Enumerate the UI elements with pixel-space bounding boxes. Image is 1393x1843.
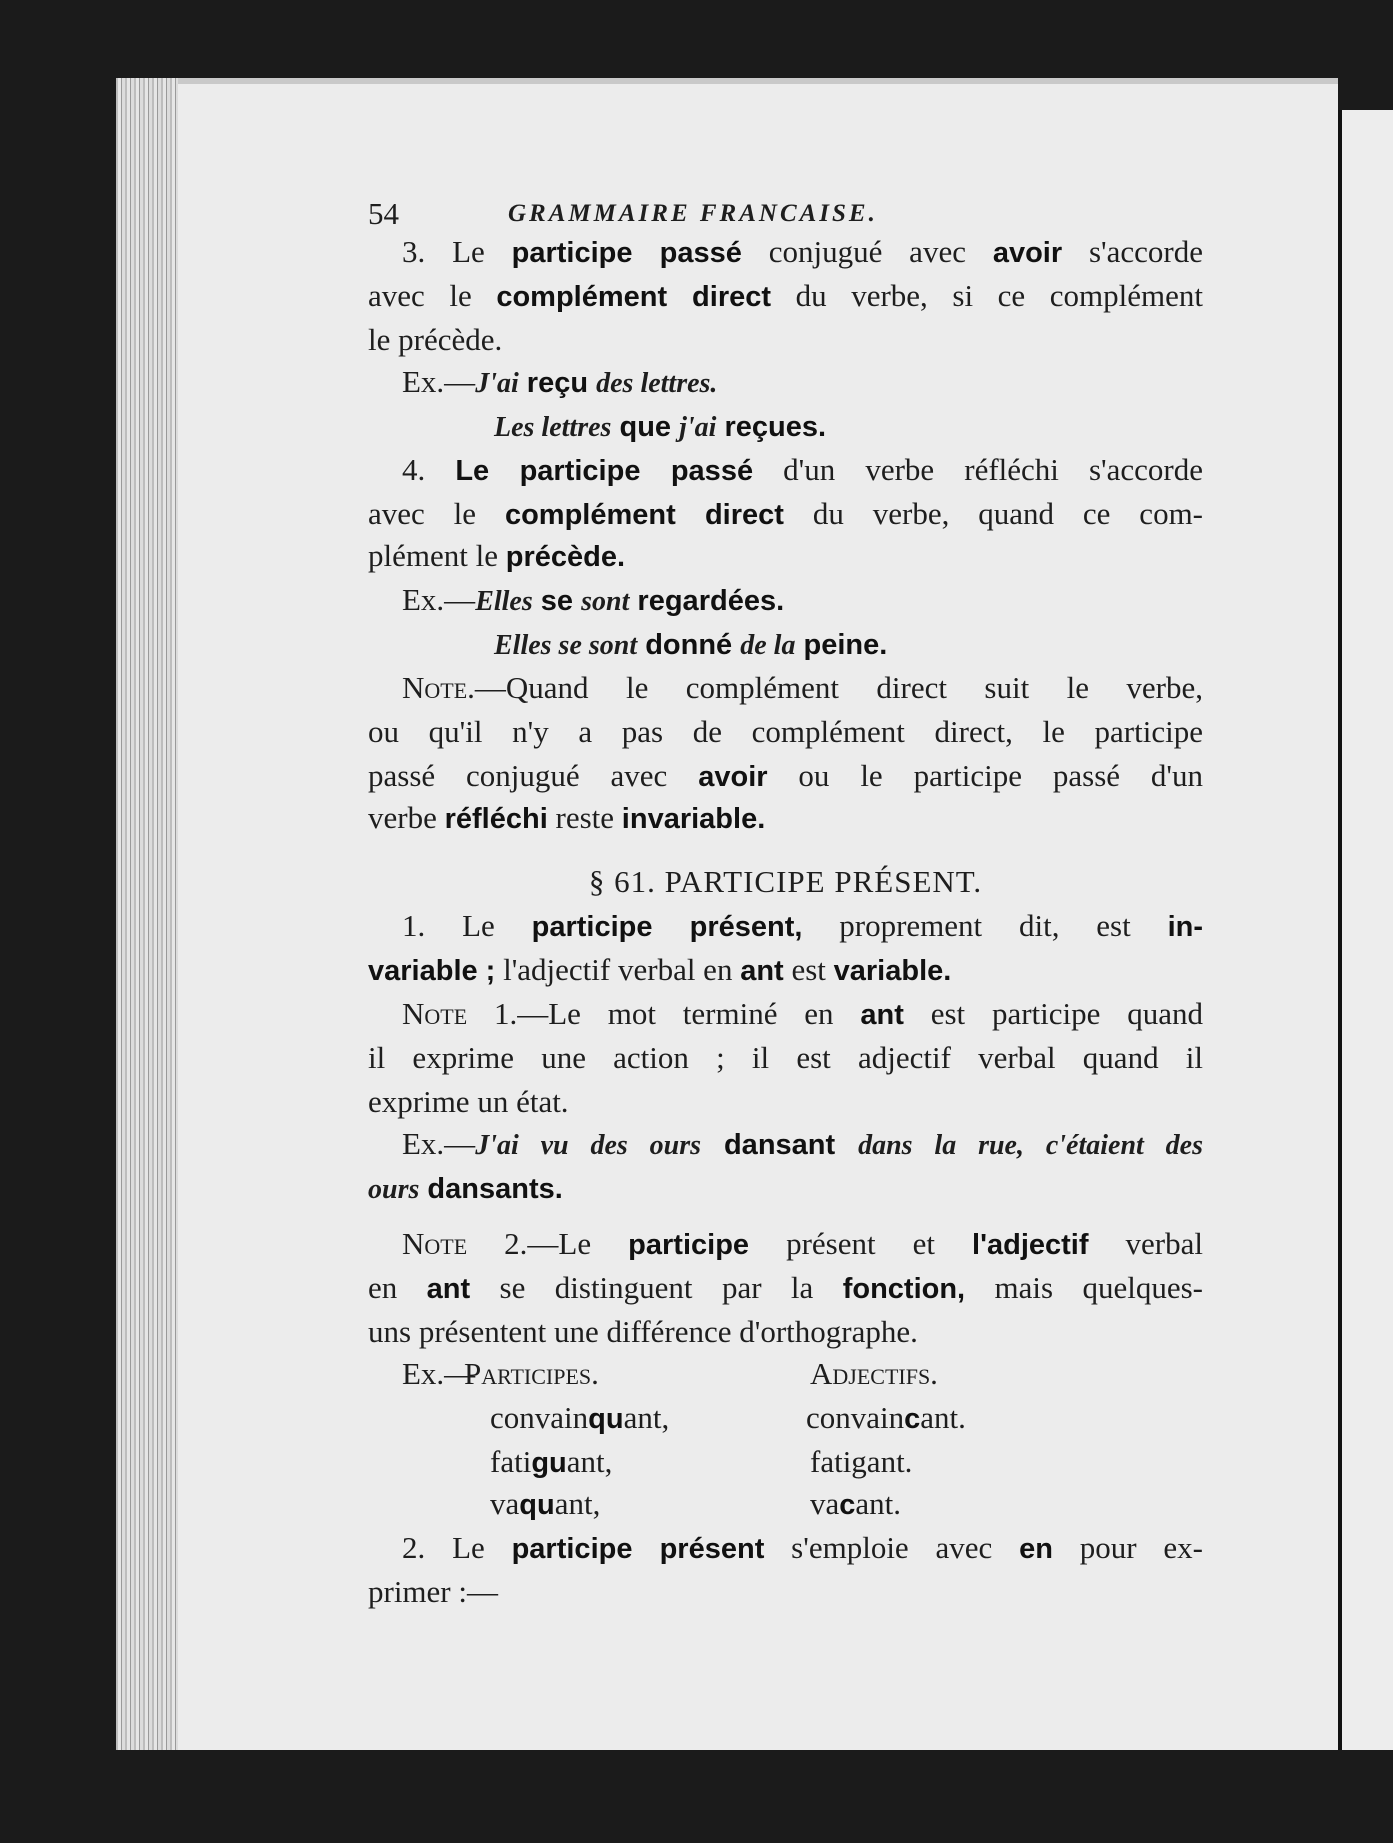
page-binding-edge <box>116 78 178 1750</box>
rule-4-line-1: 4. Le participe passé d'un verbe réfléchi s'accorde <box>402 452 1204 487</box>
rule-4-example-2: Elles se sont donné de la peine. <box>494 629 888 661</box>
rule-3-example-1: Ex.—J'ai reçu des lettres. <box>402 364 718 399</box>
rule-4-line-3: plément le précède. <box>368 538 626 573</box>
note-2-line-1: Note 2.—Le participe présent et l'adjectif verbal <box>402 1226 1203 1261</box>
section-2-line-2: primer :— <box>368 1574 498 1609</box>
rule-3-line-3: le précède. <box>368 322 503 357</box>
section-1-line-1: 1. Le participe présent, proprement dit, est in- <box>402 908 1203 943</box>
rule-3-line-1: 3. Le participe passé conjugué avec avoir s'accorde <box>402 234 1203 269</box>
running-header <box>368 196 1203 232</box>
running-title: GRAMMAIRE FRANCAISE. <box>508 200 878 227</box>
table-row-adjectif: fatigant. <box>810 1444 913 1479</box>
note-2-line-2: en ant se distinguent par la fonction, mais quelques- <box>368 1270 1203 1305</box>
table-row-participe: convainquant, <box>490 1400 670 1435</box>
section-heading: § 61. PARTICIPE PRÉSENT. <box>588 864 983 899</box>
rule-4-line-2: avec le complément direct du verbe, quand ce com- <box>368 496 1204 531</box>
section-2-line-1: 2. Le participe présent s'emploie avec en pour ex- <box>402 1530 1203 1565</box>
rule-3-line-2: avec le complément direct du verbe, si ce complément <box>368 278 1203 313</box>
rule-4-example-1: Ex.—Elles se sont regardées. <box>402 582 785 617</box>
table-row-adjectif: convaincant. <box>806 1400 966 1435</box>
note-1-example-line-2: ours dansants. <box>368 1173 563 1205</box>
note-line-4: verbe réfléchi reste invariable. <box>368 800 766 835</box>
table-row-participe: fatiguant, <box>490 1444 613 1479</box>
adjacent-page-edge <box>1338 110 1393 1750</box>
note-1-line-3: exprime un état. <box>368 1084 569 1119</box>
note-line-1: Note.—Quand le complément direct suit le verbe, <box>402 670 1203 705</box>
section-1-line-2: variable ; l'adjectif verbal en ant est variable. <box>368 952 952 987</box>
table-ex-label: Ex.— <box>402 1356 476 1391</box>
note-2-line-3: uns présentent une différence d'orthographe. <box>368 1314 918 1349</box>
note-1-line-1: Note 1.—Le mot terminé en ant est participe quand <box>402 996 1203 1031</box>
rule-3-example-2: Les lettres que j'ai reçues. <box>494 411 827 443</box>
table-header-adjectifs: Adjectifs. <box>810 1356 938 1391</box>
note-1-example-line-1: Ex.—J'ai vu des ours dansant dans la rue, c'étaient des <box>402 1126 1204 1161</box>
page-top-edge <box>178 78 1338 84</box>
note-line-3: passé conjugué avec avoir ou le participe passé d'un <box>368 758 1204 793</box>
note-1-line-2: il exprime une action ; il est adjectif verbal quand il <box>368 1040 1203 1075</box>
table-header-participes: Participes. <box>464 1356 599 1391</box>
page-number: 54 <box>368 196 399 231</box>
table-row-adjectif: vacant. <box>810 1486 902 1521</box>
table-row-participe: vaquant, <box>490 1486 601 1521</box>
note-line-2: ou qu'il n'y a pas de complément direct, le participe <box>368 714 1203 749</box>
